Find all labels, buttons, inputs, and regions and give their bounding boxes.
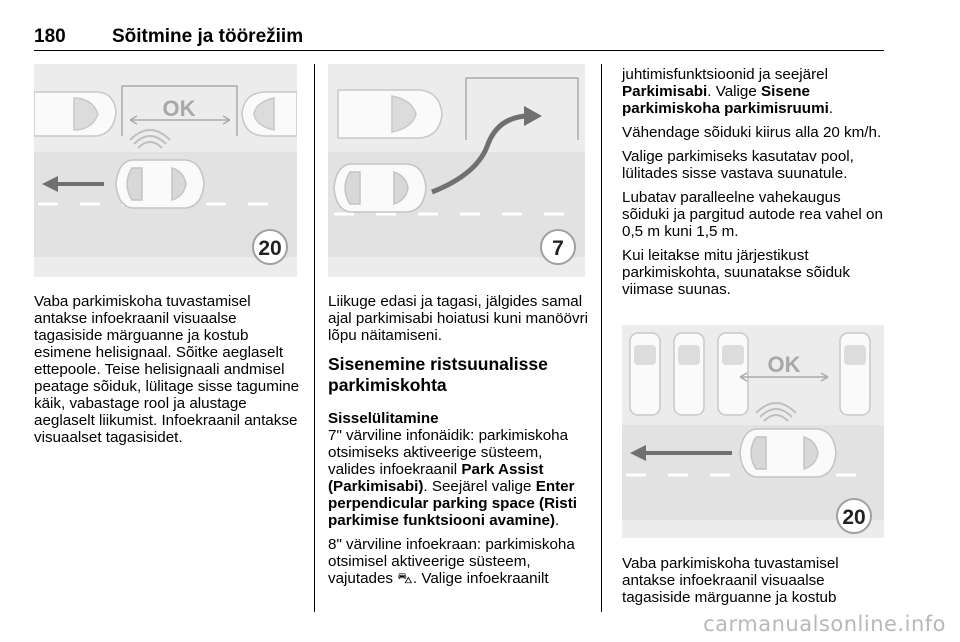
page-header: [34, 0, 884, 52]
figure-badge: 20: [258, 237, 282, 260]
ok-label: OK: [767, 352, 801, 377]
paragraph-multiple: Kui leitakse mitu järjestikust parkimiskohta, suunatakse sõiduk viimase suunas.: [622, 247, 850, 298]
paragraph-side: Valige parkimiseks kasutatav pool, lülitades sisse vastava suunatule.: [622, 148, 854, 182]
page-number: 180: [34, 26, 66, 47]
parked-car-right: [242, 92, 297, 136]
car-icon: ⛍: [397, 570, 413, 587]
moving-car: [740, 429, 836, 477]
figure-badge: 20: [842, 506, 866, 529]
menu-label-sisene: Sisene parkimiskoha parkimisruumi: [622, 83, 829, 117]
column-3-text: [622, 66, 886, 305]
menu-label-park-assist: Park Assist (Parkimisabi): [328, 461, 544, 495]
figure-perpendicular-manoeuvre: [328, 64, 585, 277]
column-divider-1: [314, 64, 315, 612]
column-divider-2: [601, 64, 602, 612]
menu-label-enter-perpendicular: Enter perpendicular parking space (Risti parkimise funktsiooni avamine): [328, 478, 577, 529]
moving-car: [334, 164, 426, 212]
figure-badge: 7: [552, 237, 564, 260]
intro-paragraph: Liikuge edasi ja tagasi, jälgides samal ajal parkimisabi hoiatusi kuni manöövri lõpu näitamiseni.: [328, 293, 588, 344]
paragraph-distance: Lubatav paralleelne vahekaugus sõiduki ja pargitud autode rea vahel on 0,5 m kuni 1,5 m.: [622, 189, 883, 240]
parked-car-top: [338, 90, 442, 138]
moving-car: [116, 160, 204, 208]
figure-parallel-spot-detected: [34, 64, 297, 277]
section-heading: Sisenemine ristsuunalisse parkimiskohta: [328, 354, 548, 395]
paragraph-8-inch: 8" värviline infoekraan: parkimiskoha otsimisel aktiveerige süsteem, vajutades ⛍. Valige infoekraanilt: [328, 536, 575, 587]
menu-label-parkimisabi: Parkimisabi: [622, 83, 708, 100]
watermark: carmanualsonline.info: [703, 612, 946, 636]
paragraph-7-inch: 7" värviline infonäidik: parkimiskoha otsimiseks aktiveerige süsteem, valides infoekraanil Park Assist (Parkimisabi). Seejärel valige Enter perpendicular parking space (Risti parkimise funktsiooni avamine).: [328, 427, 577, 529]
ok-label: OK: [162, 96, 196, 121]
sub-heading: Sisselülitamine: [328, 410, 439, 427]
paragraph: Vaba parkimiskoha tuvastamisel antakse infoekraanil visuaalse tagasiside märguanne ja kostub esimene helisignaal. Sõitke aeglaselt ettepoole. Teise helisignaali andmisel peatage sõiduk, lülitage sisse tagumine käik, vabastage rool ja alustage aeglaselt liikumist. Infoekraanil antakse visuaalset tagasisidet.: [34, 293, 300, 446]
header-rule: [34, 50, 884, 51]
column-1-text: [34, 293, 304, 453]
paragraph-controls: juhtimisfunktsioonid ja seejärel Parkimisabi. Valige Sisene parkimiskoha parkimisruumi.: [622, 66, 834, 117]
chapter-title: Sõitmine ja töörežiim: [112, 26, 304, 47]
parked-car-left: [34, 92, 116, 136]
column-3-text-bottom: [622, 555, 886, 613]
column-2-text: [328, 293, 593, 594]
paragraph-detected: Vaba parkimiskoha tuvastamisel antakse infoekraanil visuaalse tagasiside märguanne ja kostub: [622, 555, 839, 606]
figure-perpendicular-spot-detected: [622, 325, 884, 538]
paragraph-speed: Vähendage sõiduki kiirus alla 20 km/h.: [622, 124, 882, 141]
